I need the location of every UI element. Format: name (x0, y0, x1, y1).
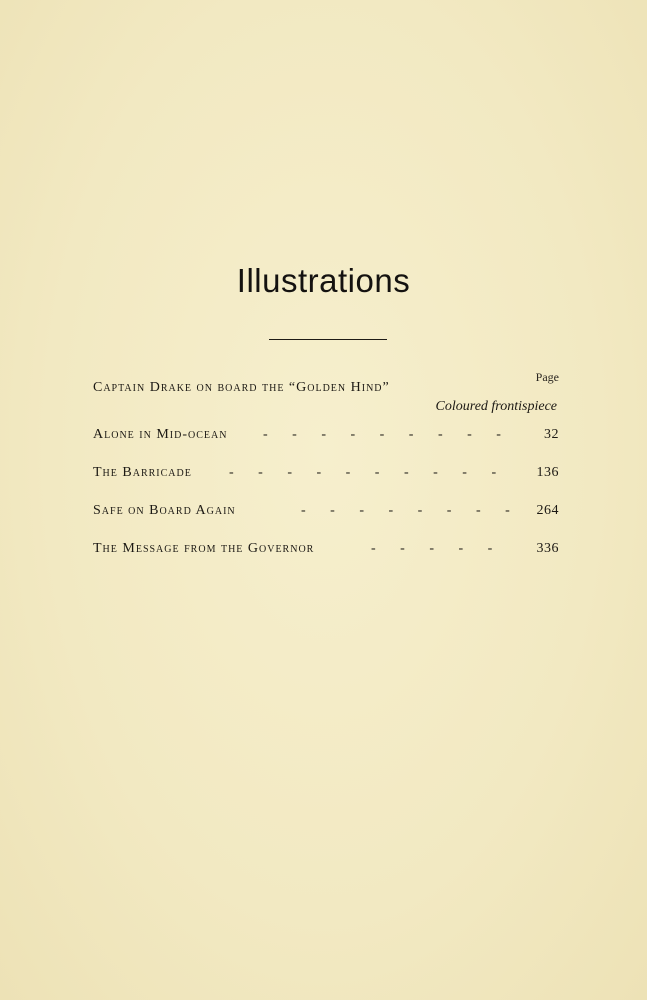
illustration-title: The Message from the Governor (93, 541, 315, 556)
illustration-title: Safe on Board Again (93, 503, 236, 518)
illustration-note: Coloured frontispiece (435, 399, 557, 414)
illustration-entry-0 (93, 380, 559, 400)
illustration-title: Captain Drake on board the “Golden Hind” (93, 380, 390, 395)
illustration-page: 336 (536, 541, 559, 556)
illustration-title: The Barricade (93, 465, 192, 480)
dot-leader: - - - - - - - - (301, 503, 521, 518)
page-title: Illustrations (236, 262, 411, 299)
illustration-entry-4 (93, 541, 559, 561)
page-column-label: Page (535, 370, 559, 384)
illustration-title: Alone in Mid-ocean (93, 427, 228, 442)
illustration-entry-3 (93, 503, 559, 523)
illustration-entry-1 (93, 427, 559, 447)
dot-leader: - - - - - - - - - - (229, 465, 507, 480)
title-rule (269, 339, 387, 340)
illustration-page: 32 (544, 427, 559, 442)
dot-leader: - - - - - (371, 541, 503, 556)
dot-leader: - - - - - - - - - (263, 427, 512, 442)
illustration-page: 136 (536, 465, 559, 480)
illustration-entry-2 (93, 465, 559, 485)
illustration-page: 264 (536, 503, 559, 518)
